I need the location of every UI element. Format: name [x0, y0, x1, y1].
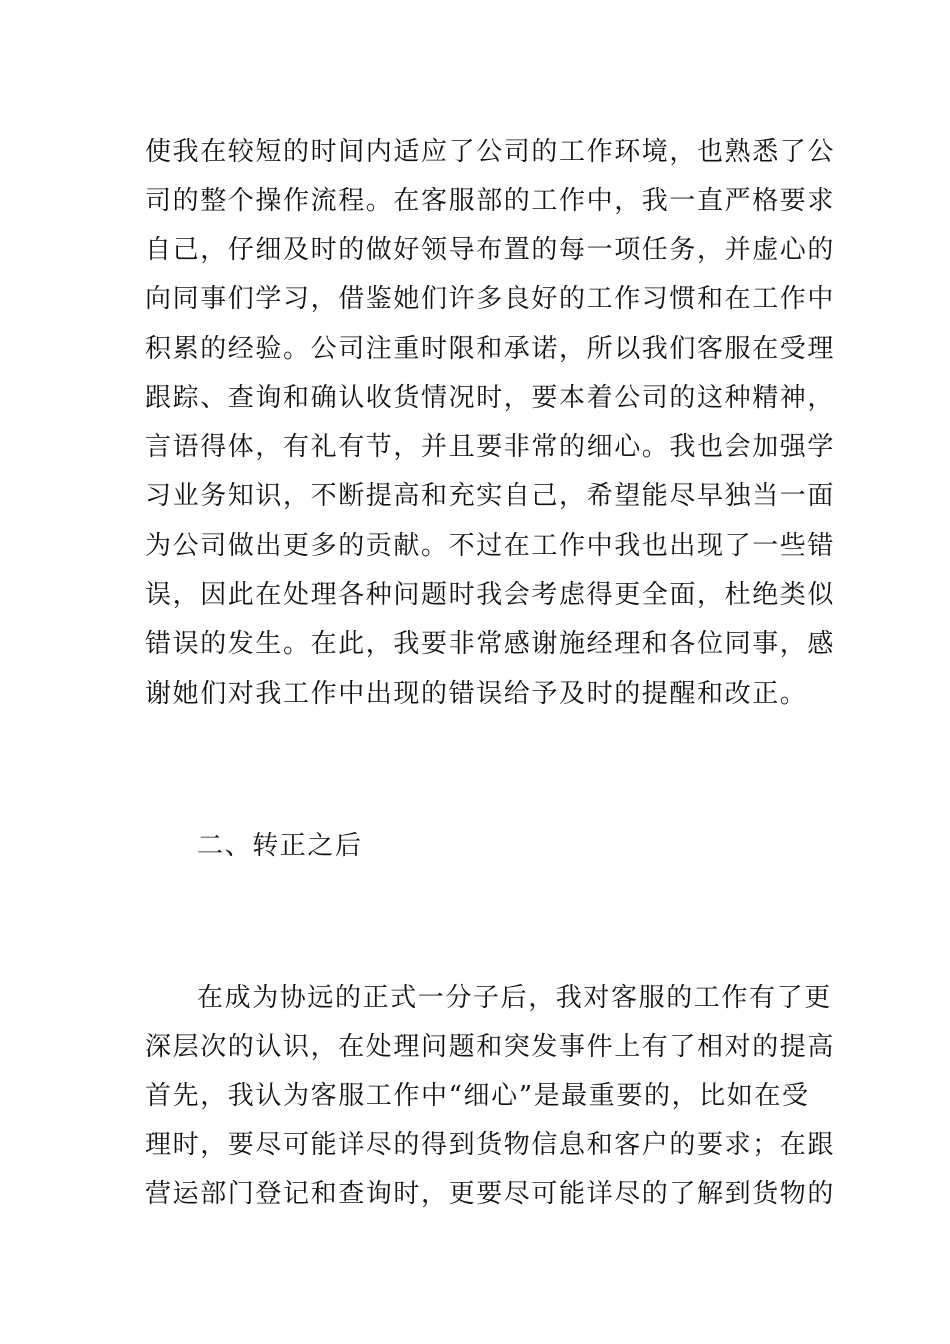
text-line: 跟踪、查询和确认收货情况时，要本着公司的这种精神， [145, 383, 836, 413]
text-line: 自己，仔细及时的做好领导布置的每一项任务，并虚心的 [145, 235, 836, 265]
text-line: 为公司做出更多的贡献。不过在工作中我也出现了一些错 [145, 531, 836, 561]
text-line: 积累的经验。公司注重时限和承诺，所以我们客服在受理 [145, 334, 836, 364]
section-heading: 二、转正之后 [197, 831, 363, 861]
text-line: 深层次的认识，在处理问题和突发事件上有了相对的提高 [145, 1032, 836, 1062]
text-line: 向同事们学习，借鉴她们许多良好的工作习惯和在工作中 [145, 284, 836, 314]
text-line: 司的整个操作流程。在客服部的工作中，我一直严格要求 [145, 186, 836, 216]
text-line: 言语得体，有礼有节，并且要非常的细心。我也会加强学 [145, 432, 836, 462]
text-line: 谢她们对我工作中出现的错误给予及时的提醒和改正。 [145, 679, 808, 709]
text-line: 习业务知识，不断提高和充实自己，希望能尽早独当一面 [145, 481, 836, 511]
text-line: 错误的发生。在此，我要非常感谢施经理和各位同事，感 [145, 629, 836, 659]
text-line: 在成为协远的正式一分子后，我对客服的工作有了更 [197, 983, 832, 1013]
text-line: 理时，要尽可能详尽的得到货物信息和客户的要求；在跟 [145, 1130, 836, 1160]
text-line: 首先，我认为客服工作中“细心”是最重要的，比如在受 [145, 1081, 810, 1111]
text-line: 误，因此在处理各种问题时我会考虑得更全面，杜绝类似 [145, 580, 836, 610]
text-line: 营运部门登记和查询时，更要尽可能详尽的了解到货物的 [145, 1179, 836, 1209]
text-line: 使我在较短的时间内适应了公司的工作环境，也熟悉了公 [145, 137, 836, 167]
